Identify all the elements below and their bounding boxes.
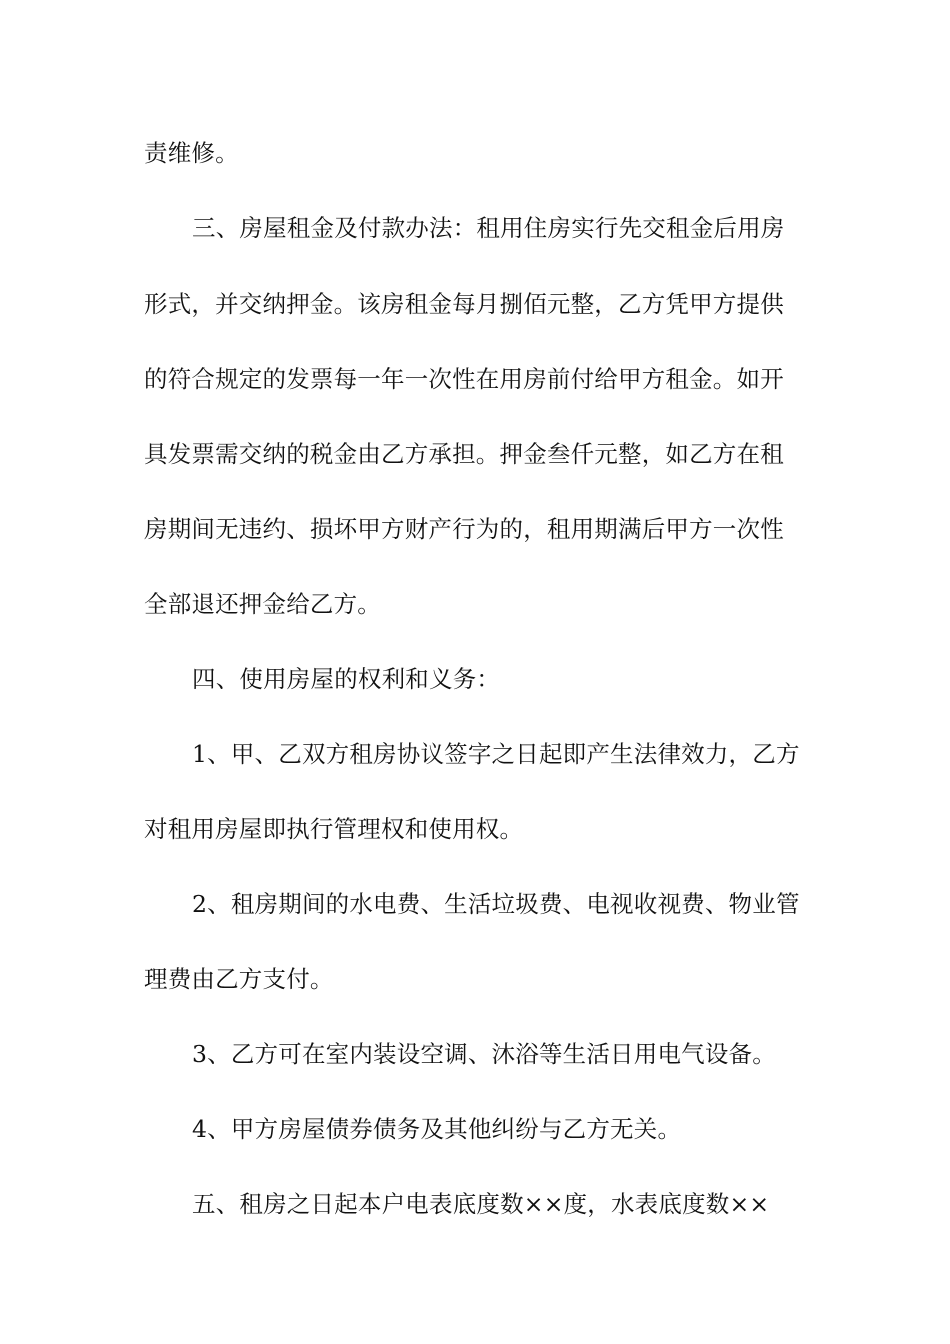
text-line: 全部退还押金给乙方。: [144, 590, 381, 618]
list-item-2: 2、租房期间的水电费、生活垃圾费、电视收视费、物业管: [192, 890, 800, 918]
text-line: 具发票需交纳的税金由乙方承担。押金叁仟元整，如乙方在租: [144, 440, 784, 468]
list-item-4: 4、甲方房屋债券债务及其他纠纷与乙方无关。: [192, 1115, 682, 1143]
list-item-1: 1、甲、乙双方租房协议签字之日起即产生法律效力，乙方: [192, 740, 800, 768]
text-line: 形式，并交纳押金。该房租金每月捌佰元整，乙方凭甲方提供: [144, 290, 784, 318]
section-heading-rights: 四、使用房屋的权利和义务：: [192, 665, 501, 693]
text-line: 对租用房屋即执行管理权和使用权。: [144, 815, 524, 843]
text-line: 理费由乙方支付。: [144, 965, 334, 993]
text-line: 责维修。: [144, 139, 239, 167]
section-heading-meters: 五、租房之日起本户电表底度数××度，水表底度数××: [192, 1190, 770, 1218]
text-line: 的符合规定的发票每一年一次性在用房前付给甲方租金。如开: [144, 365, 784, 393]
list-item-3: 3、乙方可在室内装设空调、沐浴等生活日用电气设备。: [192, 1040, 776, 1068]
text-line: 房期间无违约、损坏甲方财产行为的，租用期满后甲方一次性: [144, 515, 784, 543]
section-heading-rent: 三、房屋租金及付款办法：租用住房实行先交租金后用房: [192, 214, 785, 242]
